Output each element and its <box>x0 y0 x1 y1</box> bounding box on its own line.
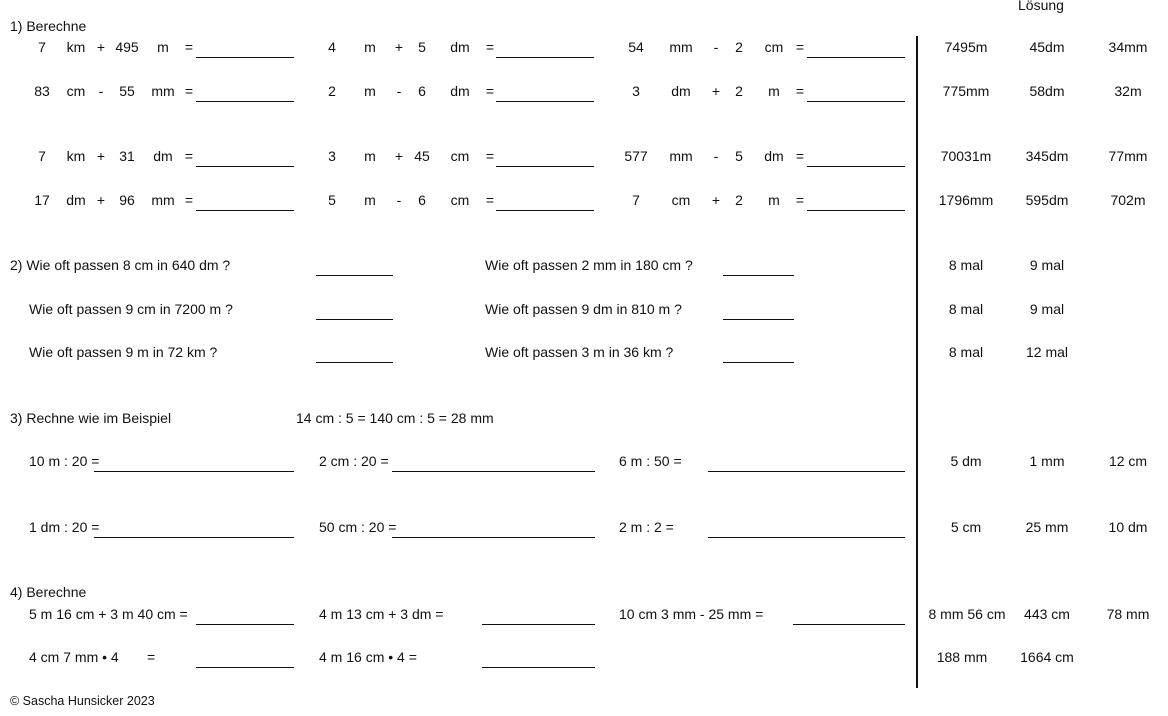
solution-value: 5 cm <box>950 519 982 535</box>
operator: + <box>96 39 106 55</box>
solution-value: 8 mal <box>948 344 984 360</box>
number-value: 5 <box>418 39 426 55</box>
solution-value: 188 mm <box>936 649 988 665</box>
number-value: 577 <box>624 148 648 164</box>
number-value: 7 <box>38 39 46 55</box>
answer-line[interactable] <box>496 101 594 102</box>
number-value: 6 <box>418 192 426 208</box>
unit-label: m <box>364 148 376 164</box>
answer-line[interactable] <box>196 166 294 167</box>
solution-value: 70031m <box>940 148 992 164</box>
unit-label: m <box>364 192 376 208</box>
solution-value: 8 mal <box>948 301 984 317</box>
solution-value: 5 dm <box>950 453 982 469</box>
solution-value: 7495m <box>944 39 988 55</box>
question-text: Wie oft passen 2 mm in 180 cm ? <box>485 257 693 273</box>
answer-line[interactable] <box>807 210 905 211</box>
number-value: 2 <box>735 192 743 208</box>
answer-line[interactable] <box>392 537 595 538</box>
operator: + <box>711 83 721 99</box>
answer-line[interactable] <box>723 319 794 320</box>
unit-label: km <box>66 148 86 164</box>
answer-line[interactable] <box>807 101 905 102</box>
task-text: 2 m : 2 = <box>619 519 674 535</box>
number-value: 2 <box>735 39 743 55</box>
operator: - <box>396 192 402 208</box>
equals-sign: = <box>485 83 495 99</box>
unit-label: dm <box>66 192 86 208</box>
number-value: 17 <box>34 192 50 208</box>
solution-value: 34mm <box>1108 39 1148 55</box>
task-text: 50 cm : 20 = <box>319 519 397 535</box>
unit-label: cm <box>450 192 470 208</box>
solution-value: 25 mm <box>1025 519 1069 535</box>
solution-value: 10 dm <box>1108 519 1148 535</box>
answer-line[interactable] <box>807 57 905 58</box>
answer-line[interactable] <box>94 471 294 472</box>
section-2-title: 2) Wie oft passen 8 cm in 640 dm ? <box>10 257 231 273</box>
unit-label: dm <box>153 148 173 164</box>
solution-value: 77mm <box>1108 148 1148 164</box>
equals-sign: = <box>184 148 194 164</box>
answer-line[interactable] <box>196 210 294 211</box>
section-1-title: 1) Berechne <box>10 18 87 34</box>
solution-value: 9 mal <box>1029 257 1065 273</box>
number-value: 3 <box>328 148 336 164</box>
answer-line[interactable] <box>392 471 595 472</box>
equals-sign: = <box>795 83 805 99</box>
answer-line[interactable] <box>94 537 294 538</box>
unit-label: m <box>768 192 780 208</box>
task-text: 6 m : 50 = <box>619 453 682 469</box>
section-4-title: 4) Berechne <box>10 584 87 600</box>
answer-line[interactable] <box>723 275 794 276</box>
answer-line[interactable] <box>723 362 794 363</box>
solution-value: 775mm <box>942 83 990 99</box>
solution-value: 345dm <box>1025 148 1069 164</box>
number-value: 96 <box>119 192 135 208</box>
task-text: 1 dm : 20 = <box>29 519 100 535</box>
unit-label: mm <box>151 83 175 99</box>
solution-value: 1796mm <box>938 192 994 208</box>
unit-label: m <box>768 83 780 99</box>
equals-sign: = <box>184 39 194 55</box>
operator: - <box>396 83 402 99</box>
unit-label: cm <box>66 83 86 99</box>
unit-label: cm <box>764 39 784 55</box>
equals-sign: = <box>795 39 805 55</box>
unit-label: dm <box>764 148 784 164</box>
operator: + <box>96 192 106 208</box>
answer-line[interactable] <box>708 537 905 538</box>
unit-label: dm <box>450 39 470 55</box>
question-text: Wie oft passen 9 cm in 7200 m ? <box>29 301 233 317</box>
answer-line[interactable] <box>496 166 594 167</box>
operator: - <box>98 83 104 99</box>
number-value: 83 <box>34 83 50 99</box>
answer-line[interactable] <box>196 57 294 58</box>
unit-label: mm <box>669 148 693 164</box>
answer-line[interactable] <box>482 624 595 625</box>
answer-line[interactable] <box>316 362 393 363</box>
answer-line[interactable] <box>708 471 905 472</box>
number-value: 45 <box>414 148 430 164</box>
unit-label: m <box>364 83 376 99</box>
question-text: Wie oft passen 3 m in 36 km ? <box>485 344 674 360</box>
unit-label: m <box>364 39 376 55</box>
task-text: 2 cm : 20 = <box>319 453 389 469</box>
equals-sign: = <box>147 649 156 665</box>
task-text: 5 m 16 cm + 3 m 40 cm = <box>29 606 188 622</box>
solution-value: 12 mal <box>1025 344 1069 360</box>
unit-label: dm <box>450 83 470 99</box>
equals-sign: = <box>485 148 495 164</box>
solution-value: 702m <box>1110 192 1146 208</box>
unit-label: mm <box>669 39 693 55</box>
number-value: 4 <box>328 39 336 55</box>
solution-value: 8 mm 56 cm <box>928 606 1006 622</box>
number-value: 5 <box>735 148 743 164</box>
operator: + <box>394 148 404 164</box>
unit-label: cm <box>450 148 470 164</box>
solution-value: 78 mm <box>1106 606 1150 622</box>
operator: - <box>713 148 719 164</box>
solution-value: 443 cm <box>1024 606 1070 622</box>
number-value: 31 <box>119 148 135 164</box>
answer-line[interactable] <box>496 57 594 58</box>
number-value: 7 <box>632 192 640 208</box>
operator: - <box>713 39 719 55</box>
solution-divider <box>916 36 918 688</box>
solution-value: 45dm <box>1029 39 1065 55</box>
number-value: 3 <box>632 83 640 99</box>
solution-value: 1664 cm <box>1020 649 1074 665</box>
solution-value: 12 cm <box>1108 453 1148 469</box>
question-text: Wie oft passen 9 m in 72 km ? <box>29 344 218 360</box>
answer-line[interactable] <box>807 166 905 167</box>
operator: + <box>711 192 721 208</box>
equals-sign: = <box>485 39 495 55</box>
answer-line[interactable] <box>316 319 393 320</box>
number-value: 54 <box>628 39 644 55</box>
number-value: 495 <box>115 39 139 55</box>
section-3-title: 3) Rechne wie im Beispiel <box>10 410 172 426</box>
answer-line[interactable] <box>316 275 393 276</box>
number-value: 2 <box>735 83 743 99</box>
number-value: 55 <box>119 83 135 99</box>
unit-label: km <box>66 39 86 55</box>
question-text: Wie oft passen 9 dm in 810 m ? <box>485 301 682 317</box>
answer-line[interactable] <box>482 667 595 668</box>
answer-line[interactable] <box>196 101 294 102</box>
operator: + <box>96 148 106 164</box>
unit-label: dm <box>671 83 691 99</box>
number-value: 7 <box>38 148 46 164</box>
number-value: 6 <box>418 83 426 99</box>
equals-sign: = <box>485 192 495 208</box>
equals-sign: = <box>184 83 194 99</box>
solution-value: 32m <box>1114 83 1142 99</box>
example-text: 14 cm : 5 = 140 cm : 5 = 28 mm <box>296 410 494 426</box>
answer-line[interactable] <box>196 667 294 668</box>
answer-line[interactable] <box>496 210 594 211</box>
task-text: 10 m : 20 = <box>29 453 100 469</box>
equals-sign: = <box>795 148 805 164</box>
solution-value: 1 mm <box>1029 453 1065 469</box>
unit-label: cm <box>671 192 691 208</box>
equals-sign: = <box>184 192 194 208</box>
operator: + <box>394 39 404 55</box>
unit-label: mm <box>151 192 175 208</box>
unit-label: m <box>157 39 169 55</box>
number-value: 5 <box>328 192 336 208</box>
equals-sign: = <box>795 192 805 208</box>
solution-label: Lösung <box>1018 0 1064 13</box>
copyright-footer: © Sascha Hunsicker 2023 <box>10 694 155 708</box>
number-value: 2 <box>328 83 336 99</box>
solution-value: 8 mal <box>948 257 984 273</box>
solution-value: 9 mal <box>1029 301 1065 317</box>
task-text: 4 m 16 cm • 4 = <box>319 649 417 665</box>
solution-value: 595dm <box>1025 192 1069 208</box>
solution-value: 58dm <box>1029 83 1065 99</box>
task-text: 4 m 13 cm + 3 dm = <box>319 606 444 622</box>
task-text: 10 cm 3 mm - 25 mm = <box>619 606 764 622</box>
task-text: 4 cm 7 mm • 4 <box>29 649 119 665</box>
answer-line[interactable] <box>196 624 294 625</box>
answer-line[interactable] <box>793 624 905 625</box>
